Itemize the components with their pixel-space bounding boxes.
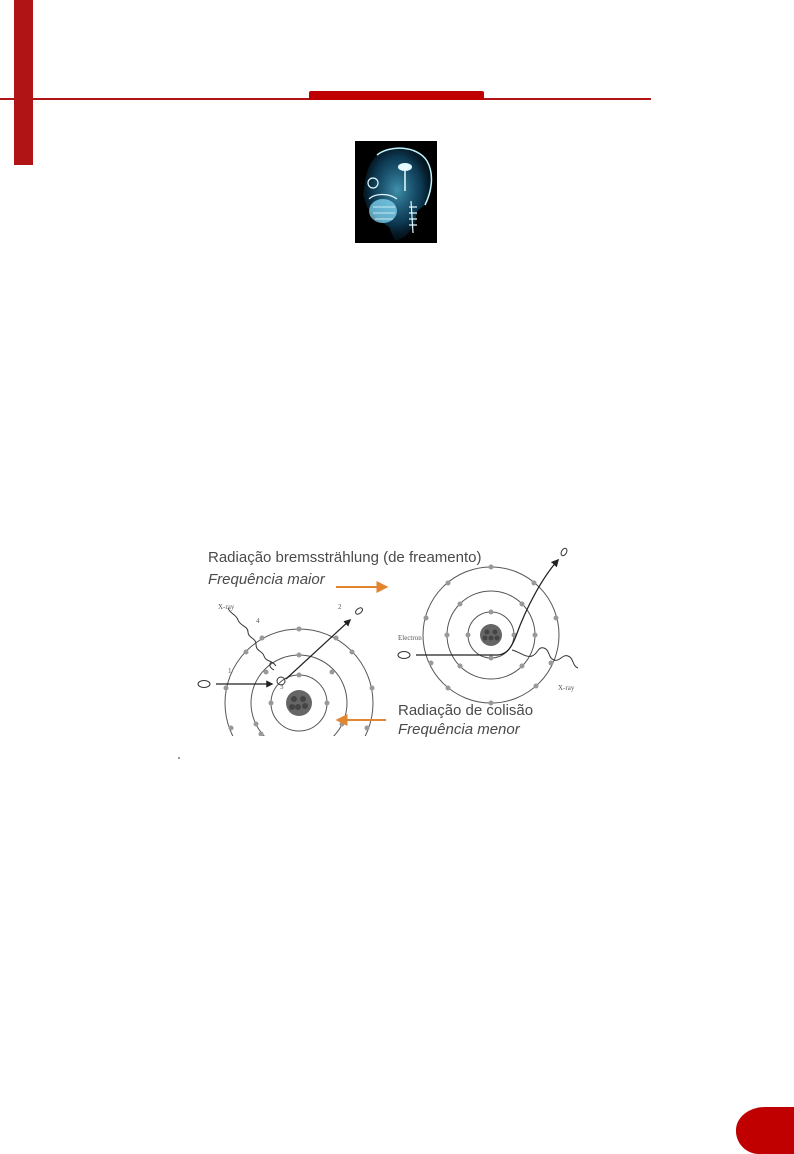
left-xray-label: X-ray <box>218 603 235 611</box>
step-3-label: 3 <box>280 683 284 691</box>
step-2-label: 2 <box>338 603 342 611</box>
xray-head-icon <box>355 141 437 243</box>
left-accent-bar <box>14 0 33 165</box>
bremsstrahlung-title: Radiação bremsstrählung (de freamento) <box>208 549 482 566</box>
stray-dot <box>178 757 180 759</box>
collision-title: Radiação de colisão <box>398 702 534 719</box>
collision-subtitle: Frequência menor <box>398 721 520 738</box>
right-atom <box>423 565 559 706</box>
left-atom <box>224 627 375 739</box>
header-tab <box>309 91 484 100</box>
right-xray-label: X-ray <box>558 684 575 692</box>
bremsstrahlung-subtitle: Frequência maior <box>208 571 325 588</box>
radiation-diagram <box>186 538 606 738</box>
page-number-badge <box>736 1107 794 1154</box>
electron-label: Electron <box>398 634 422 642</box>
step-1-label: 1 <box>228 667 232 675</box>
step-4-label: 4 <box>256 617 260 625</box>
